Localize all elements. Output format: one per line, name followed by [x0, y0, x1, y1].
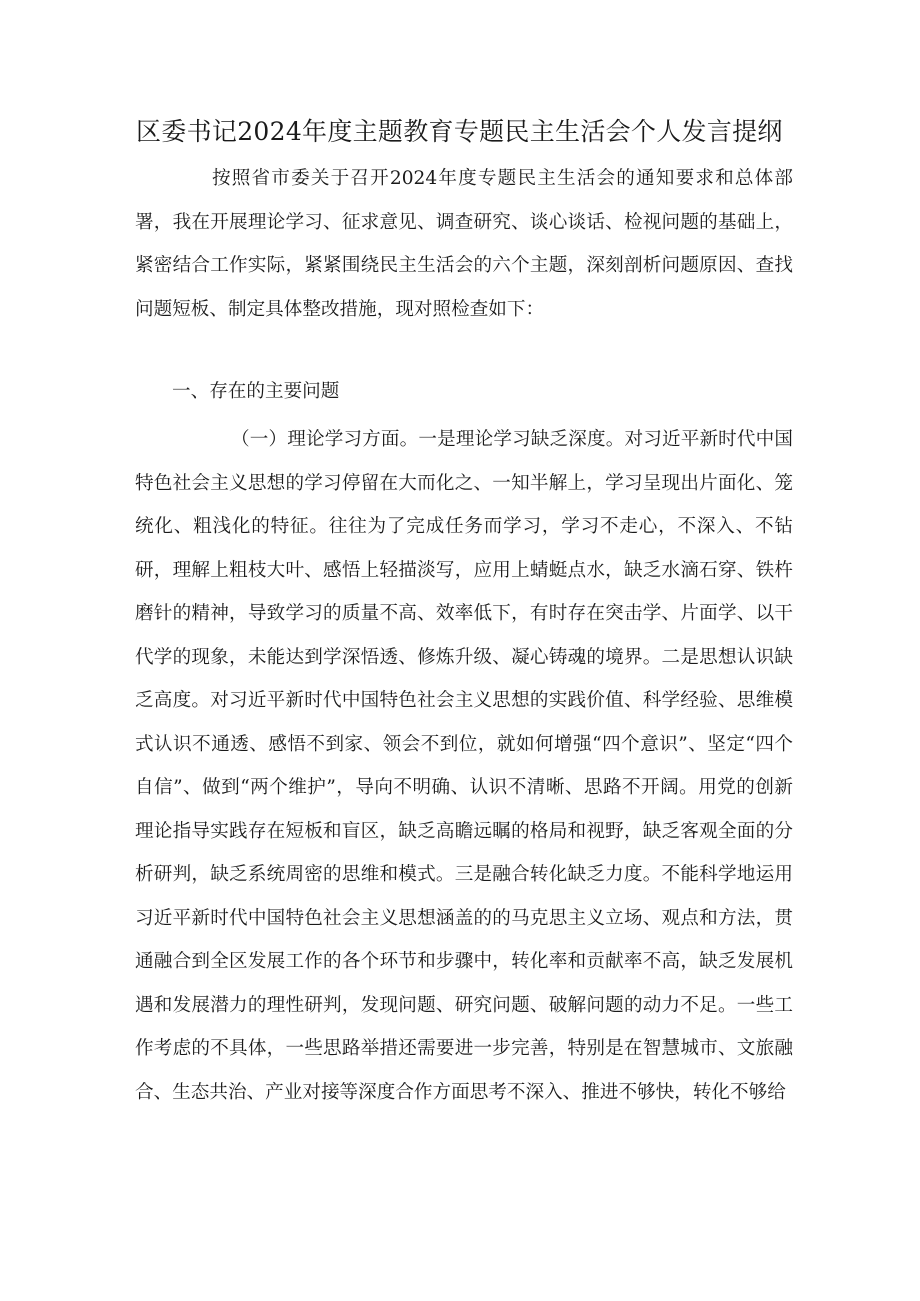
section-paragraph: （一）理论学习方面。一是理论学习缺乏深度。对习近平新时代中国特色社会主义思想的学习停留在大而化之、一知半解上，学习呈现出片面化、笼统化、粗浅化的特征。往往为了完成任务而学习，学习不走心，不深入、不钻研，理解上粗枝大叶、感悟上轻描淡写，应用上蜻蜓点水，缺乏水滴石穿、铁杵磨针的精神，导致学习的质量不高、效率低下，有时存在突击学、片面学、以干代学的现象，未能达到学深悟透、修炼升级、凝心铸魂的境界。二是思想认识缺乏高度。对习近平新时代中国特色社会主义思想的实践价值、科学经验、思维模式认识不通透、感悟不到家、领会不到位，就如何增强“四个意识”、坚定“四个自信”、做到“两个维护”，导向不明确、认识不清晰、思路不开阔。用党的创新理论指导实践存在短板和盲区，缺乏高瞻远瞩的格局和视野，缺乏客观全面的分析研判，缺乏系统周密的思维和模式。三是融合转化缺乏力度。不能科学地运用习近平新时代中国特色社会主义思想涵盖的的马克思主义立场、观点和方法，贯通融合到全区发展工作的各个环节和步骤中，转化率和贡献率不高，缺乏发展机遇和发展潜力的理性研判，发现问题、研究问题、破解问题的动力不足。一些工作考虑的不具体，一些思路举措还需要进一步完善，特别是在智慧城市、文旅融合、生态共治、产业对接等深度合作方面思考不深入、推进不够快，转化不够给 — [135, 429, 793, 1103]
intro-paragraph: 按照省市委关于召开2024年度专题民主生活会的通知要求和总体部署，我在开展理论学习、征求意见、调查研究、谈心谈话、检视问题的基础上，紧密结合工作实际，紧紧围绕民主生活会的六个主题，深刻剖析问题原因、查找问题短板、制定具体整改措施，现对照检查如下： — [135, 168, 793, 320]
document-title: 区委书记2024年度主题教育专题民主生活会个人发言提纲 — [136, 117, 783, 146]
section-heading: 一、存在的主要问题 — [172, 381, 340, 402]
